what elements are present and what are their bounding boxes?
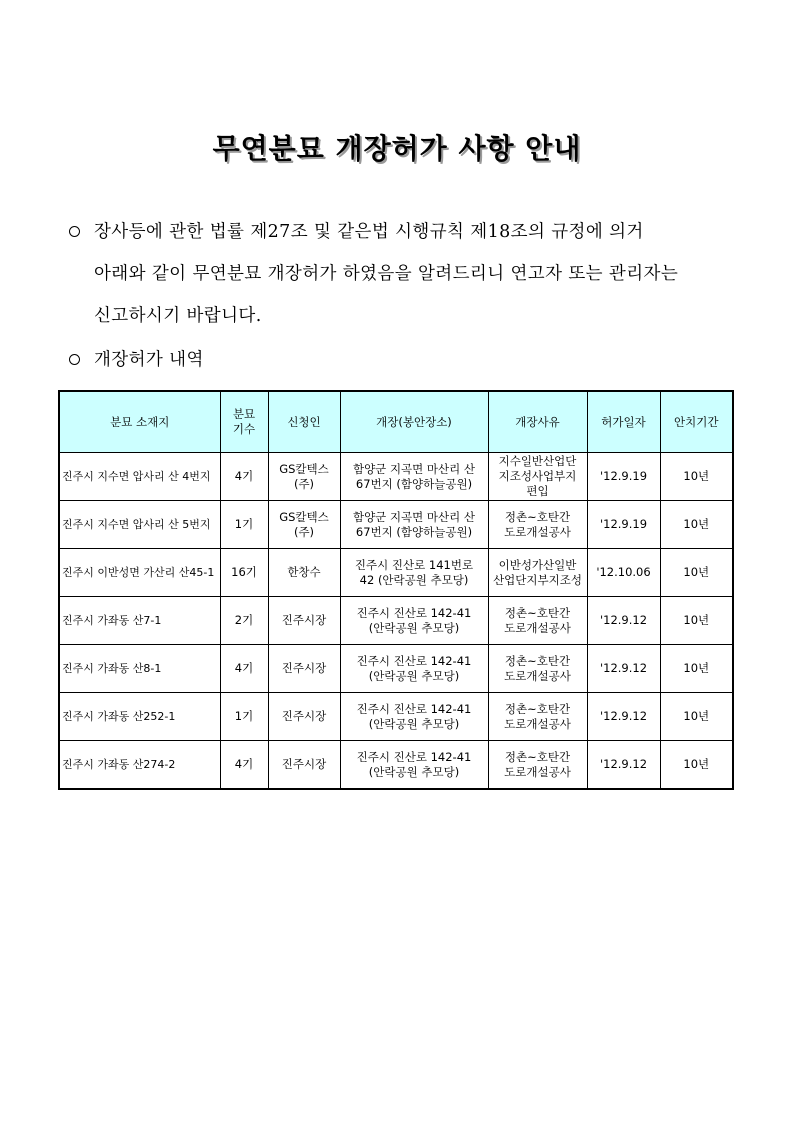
cell-permit-date: '12.9.12 bbox=[587, 741, 660, 790]
cell-reburial-place: 진주시 진산로 142-41 (안락공원 추모당) bbox=[340, 693, 488, 741]
cell-reburial-place: 진주시 진산로 142-41 (안락공원 추모당) bbox=[340, 597, 488, 645]
table-row bbox=[59, 597, 733, 645]
header-permit-date: 허가일자 bbox=[587, 391, 660, 453]
cell-applicant: 진주시장 bbox=[268, 693, 340, 741]
cell-permit-date: '12.9.12 bbox=[587, 645, 660, 693]
cell-permit-date: '12.9.12 bbox=[587, 597, 660, 645]
cell-period: 10년 bbox=[660, 741, 733, 790]
cell-period: 10년 bbox=[660, 693, 733, 741]
header-period: 안치기간 bbox=[660, 391, 733, 453]
cell-location: 진주시 가좌동 산252-1 bbox=[59, 693, 220, 741]
cell-grave-count: 4기 bbox=[220, 741, 268, 790]
table-row bbox=[59, 549, 733, 597]
notice-line-2: 아래와 같이 무연분묘 개장허가 하였음을 알려드리니 연고자 또는 관리자는 bbox=[94, 264, 679, 284]
header-reason: 개장사유 bbox=[488, 391, 587, 453]
cell-reason: 지수일반산업단 지조성사업부지 편입 bbox=[488, 453, 587, 501]
header-applicant: 신청인 bbox=[268, 391, 340, 453]
cell-period: 10년 bbox=[660, 453, 733, 501]
cell-location: 진주시 이반성면 가산리 산45-1 bbox=[59, 549, 220, 597]
cell-location: 진주시 가좌동 산274-2 bbox=[59, 741, 220, 790]
cell-reason: 정촌~호탄간 도로개설공사 bbox=[488, 741, 587, 790]
cell-reburial-place: 함양군 지곡면 마산리 산 67번지 (함양하늘공원) bbox=[340, 453, 488, 501]
table-header-row bbox=[59, 391, 733, 453]
table-row bbox=[59, 453, 733, 501]
cell-reburial-place: 진주시 진산로 141번로 42 (안락공원 추모당) bbox=[340, 549, 488, 597]
cell-period: 10년 bbox=[660, 645, 733, 693]
cell-permit-date: '12.9.19 bbox=[587, 501, 660, 549]
cell-grave-count: 1기 bbox=[220, 501, 268, 549]
cell-reason: 정촌~호탄간 도로개설공사 bbox=[488, 645, 587, 693]
circle-bullet-icon bbox=[69, 226, 80, 237]
cell-applicant: 진주시장 bbox=[268, 597, 340, 645]
header-location: 분묘 소재지 bbox=[59, 391, 220, 453]
section-label: 개장허가 내역 bbox=[94, 350, 204, 370]
cell-period: 10년 bbox=[660, 597, 733, 645]
cell-location: 진주시 지수면 압사리 산 5번지 bbox=[59, 501, 220, 549]
cell-location: 진주시 가좌동 산7-1 bbox=[59, 597, 220, 645]
cell-applicant: GS칼텍스 (주) bbox=[268, 501, 340, 549]
cell-grave-count: 16기 bbox=[220, 549, 268, 597]
cell-location: 진주시 가좌동 산8-1 bbox=[59, 645, 220, 693]
cell-permit-date: '12.9.19 bbox=[587, 453, 660, 501]
cell-applicant: 진주시장 bbox=[268, 741, 340, 790]
cell-reason: 정촌~호탄간 도로개설공사 bbox=[488, 693, 587, 741]
cell-reburial-place: 진주시 진산로 142-41 (안락공원 추모당) bbox=[340, 741, 488, 790]
cell-reason: 정촌~호탄간 도로개설공사 bbox=[488, 501, 587, 549]
cell-reason: 정촌~호탄간 도로개설공사 bbox=[488, 597, 587, 645]
permit-table bbox=[58, 390, 734, 790]
cell-permit-date: '12.9.12 bbox=[587, 693, 660, 741]
table-row bbox=[59, 741, 733, 790]
circle-bullet-icon bbox=[69, 354, 80, 365]
cell-reburial-place: 진주시 진산로 142-41 (안락공원 추모당) bbox=[340, 645, 488, 693]
cell-period: 10년 bbox=[660, 501, 733, 549]
notice-first-line bbox=[63, 218, 644, 243]
notice-line-3: 신고하시기 바랍니다. bbox=[94, 306, 262, 326]
cell-grave-count: 4기 bbox=[220, 453, 268, 501]
cell-reburial-place: 함양군 지곡면 마산리 산 67번지 (함양하늘공원) bbox=[340, 501, 488, 549]
header-reburial-place: 개장(봉안장소) bbox=[340, 391, 488, 453]
notice-line-1: 장사등에 관한 법률 제27조 및 같은법 시행규칙 제18조의 규정에 의거 bbox=[94, 222, 644, 242]
cell-period: 10년 bbox=[660, 549, 733, 597]
table-row bbox=[59, 693, 733, 741]
cell-permit-date: '12.10.06 bbox=[587, 549, 660, 597]
page-title: 무연분묘 개장허가 사항 안내 bbox=[212, 132, 582, 165]
table-row bbox=[59, 501, 733, 549]
cell-grave-count: 2기 bbox=[220, 597, 268, 645]
cell-grave-count: 4기 bbox=[220, 645, 268, 693]
cell-applicant: GS칼텍스 (주) bbox=[268, 453, 340, 501]
cell-applicant: 진주시장 bbox=[268, 645, 340, 693]
cell-applicant: 한창수 bbox=[268, 549, 340, 597]
header-grave-count: 분묘 기수 bbox=[220, 391, 268, 453]
cell-location: 진주시 지수면 압사리 산 4번지 bbox=[59, 453, 220, 501]
section-heading bbox=[63, 346, 204, 371]
cell-reason: 이반성가산일반 산업단지부지조성 bbox=[488, 549, 587, 597]
table-row bbox=[59, 645, 733, 693]
cell-grave-count: 1기 bbox=[220, 693, 268, 741]
